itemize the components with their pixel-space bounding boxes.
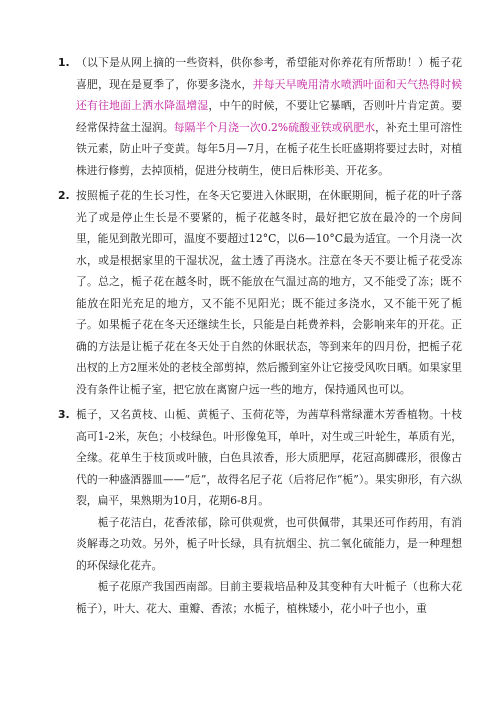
item-number: 2. [58, 189, 70, 202]
highlighted-text: 并每天早晚用清水喷洒叶面和天气热得时候还有往地面上洒水降温增湿 [76, 77, 463, 112]
item-paragraph: 栀子，又名黄枝、山栀、黄栀子、玉荷花等，为茜草科常绿灌木芳香植物。十枝高可1-2米，灰色；小枝绿色。叶形像兔耳，单叶，对生或三叶轮生，革质有光，全缘。花单生于枝顶或叶腋，白色具浓香，形大质肥厚，花冠高脚碟形，很像古代的一种盛酒器皿——“卮”，故得名尼子花（后将尼作“栀”）。果实卵形，有六纵裂，扁平，果熟期为10月，花期6-8月。 [76, 408, 462, 507]
list-item-1 [58, 52, 463, 181]
item-number: 1. [58, 56, 70, 69]
text-run: ，补充土里可溶性铁元素，防止叶子变黄。每年5月—7月，在栀子花生长旺盛期将要过去时，对植株进行修剪，去掉顶梢，促进分枝萌生，使日后株形美、开花多。 [76, 120, 463, 177]
item-paragraph: 栀子花洁白，花香浓郁，除可供观赏，也可供佩带，其果还可作药用，有消炎解毒之功效。另外，栀子叶长绿，具有抗烟尘、抗二氧化硫能力，是一种理想的环保绿化花卉。 [76, 515, 462, 572]
text-run: ，中午的时候，不要让它暴晒，否则叶片肯定黄。要经常保持盆土湿润。 [76, 99, 463, 134]
item-number: 3. [58, 408, 70, 421]
list-item-3 [58, 404, 462, 619]
item-paragraph [76, 52, 462, 181]
item-paragraph: 栀子花原产我国西南部。目前主要栽培品种及其变种有大叶栀子（也称大花栀子），叶大、花大、重瓣、香浓；水栀子，植株矮小，花小叶子也小，重 [76, 580, 462, 615]
list-item-2 [58, 185, 462, 400]
text-run: （以下是从网上摘的一些资料，供你参考，希望能对你养花有所帮助！）栀子花喜肥，现在是夏季了，你要多浇水， [76, 56, 462, 91]
item-paragraph: 按照栀子花的生长习性，在冬天它要进入休眠期，在休眠期间，栀子花的叶子落光了或是停止生长是不要紧的，栀子花越冬时，最好把它放在最冷的一个房间里，能见到散光即可，温度不要超过12°C，以6—10°C最为适宜。一个月浇一次水，或是根据家里的干湿状况，盆土透了再浇水。注意在冬天不要让栀子花受冻了。总之，栀子花在越冬时，既不能放在气温过高的地方，又不能受了冻；既不能放在阳光充足的地方，又不能不见阳光；既不能过多浇水，又不能干死了栀子。如果栀子花在冬天还继续生长，只能是白耗费养料，会影响来年的开花。正确的方法是让栀子花在冬天处于自然的休眠状态，等到来年的四月份，把栀子花出杈的上方2厘米处的老枝全部剪掉，然后搬到室外让它接受风吹日晒。如果家里没有条件让栀子室，把它放在离窗户远一些的地方，保持通风也可以。 [76, 189, 462, 396]
highlighted-text: 每隔半个月浇一次0.2%硫酸亚铁或矾肥水 [173, 120, 376, 134]
